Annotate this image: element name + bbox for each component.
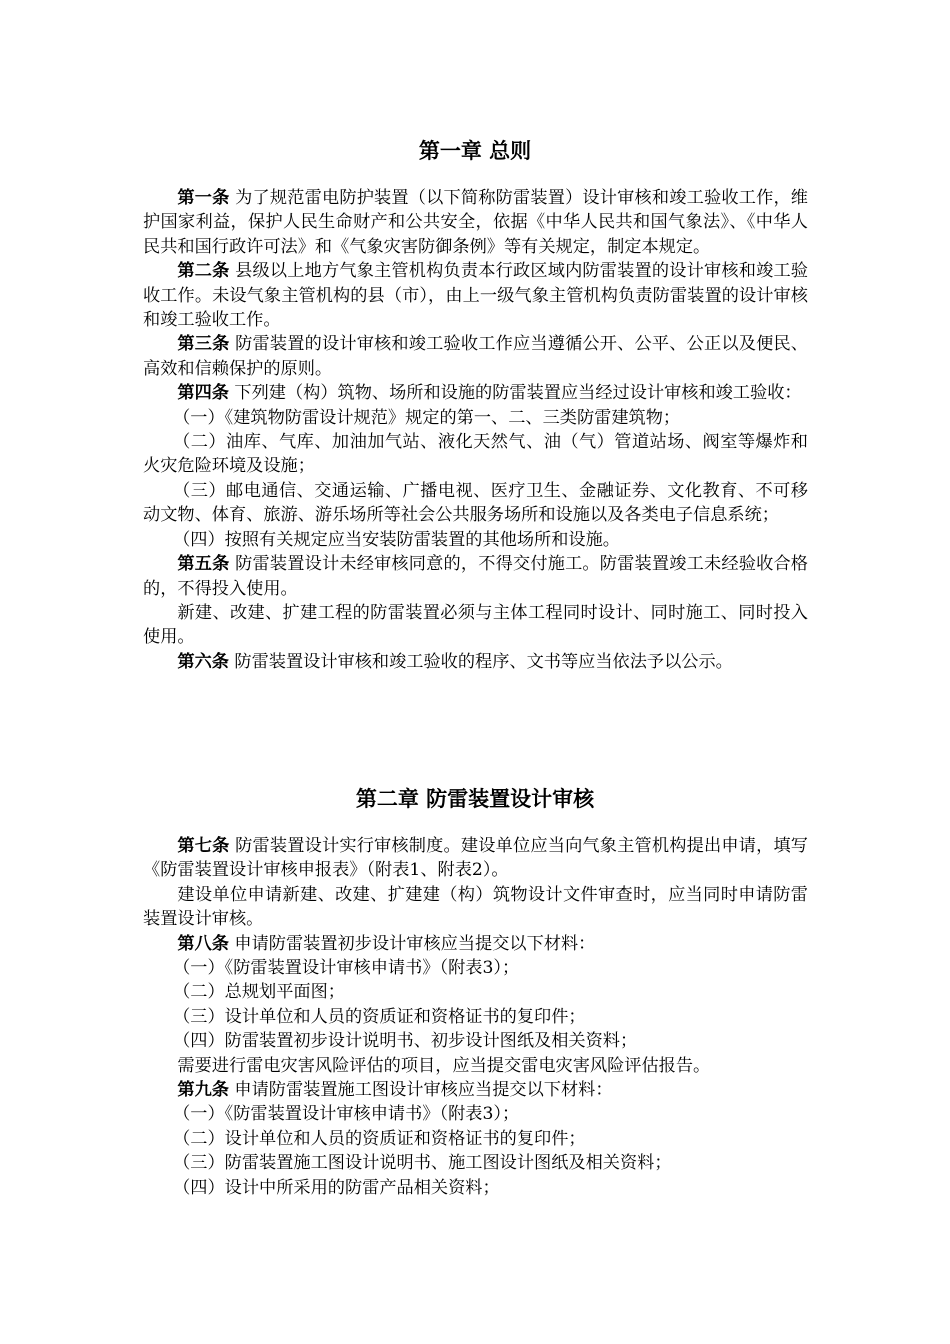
article-paragraph	[143, 259, 808, 332]
article-text: 申请防雷装置初步设计审核应当提交以下材料：	[228, 933, 596, 954]
list-item-text: （三）防雷装置施工图设计说明书、施工图设计图纸及相关资料；	[173, 1153, 672, 1174]
list-item-paragraph	[143, 1127, 808, 1151]
chapter-title: 第一章 总则	[418, 138, 532, 163]
article-number: 第二条	[177, 261, 230, 282]
article-number: 第三条	[177, 334, 230, 355]
body-paragraph	[143, 1054, 808, 1078]
list-item-text: （一）《防雷装置设计审核申请书》（附表3）；	[173, 958, 520, 979]
article-paragraph	[143, 650, 808, 674]
list-item-text: （四）设计中所采用的防雷产品相关资料；	[173, 1177, 500, 1198]
article-text: 防雷装置设计审核和竣工验收的程序、文书等应当依法予以公示。	[228, 651, 733, 672]
list-item-paragraph	[143, 1151, 808, 1175]
list-item-text: （三）邮电通信、交通运输、广播电视、医疗卫生、金融证券、文化教育、不可移动文物、体育、旅游、游乐场所等社会公共服务场所和设施以及各类电子信息系统；	[143, 480, 808, 526]
article-number: 第一条	[177, 188, 230, 208]
list-item-paragraph	[143, 1005, 808, 1029]
list-item-paragraph	[143, 430, 808, 479]
article-paragraph	[143, 1078, 808, 1102]
article-text: 为了规范雷电防护装置（以下简称防雷装置）设计审核和竣工验收工作，维护国家利益，保护人民生命财产和公共安全，依据《中华人民共和国气象法》、《中华人民共和国行政许可法》和《气象灾害防御条例》等有关规定，制定本规定。	[143, 188, 808, 257]
body-text: 建设单位申请新建、改建、扩建建（构）筑物设计文件审查时，应当同时申请防雷装置设计审核。	[143, 884, 808, 930]
article-paragraph	[143, 332, 808, 381]
list-item-text: （二）总规划平面图；	[173, 982, 345, 1003]
article-number: 第四条	[177, 383, 229, 404]
article-paragraph	[143, 834, 808, 883]
list-item-paragraph	[143, 406, 808, 430]
list-item-text: （一）《防雷装置设计审核申请书》（附表3）；	[173, 1104, 520, 1125]
list-item-paragraph	[143, 1029, 808, 1053]
body-text: 需要进行雷电灾害风险评估的项目，应当提交雷电灾害风险评估报告。	[177, 1055, 711, 1076]
article-number: 第五条	[177, 554, 230, 575]
body-paragraph	[143, 601, 808, 650]
article-paragraph	[143, 186, 808, 259]
list-item-paragraph	[143, 528, 808, 552]
article-paragraph	[143, 381, 808, 405]
chapter-title: 第二章 防雷装置设计审核	[355, 786, 595, 811]
article-text: 防雷装置的设计审核和竣工验收工作应当遵循公开、公平、公正以及便民、高效和信赖保护的原则。	[143, 334, 808, 379]
article-paragraph	[143, 552, 808, 601]
list-item-text: （三）设计单位和人员的资质证和资格证书的复印件；	[173, 1006, 586, 1027]
chapter-body	[143, 834, 808, 1200]
list-item-text: （二）设计单位和人员的资质证和资格证书的复印件；	[173, 1128, 586, 1149]
list-item-text: （一）《建筑物防雷设计规范》规定的第一、二、三类防雷建筑物；	[173, 407, 681, 428]
list-item-paragraph	[143, 956, 808, 980]
list-item-text: （二）油库、气库、加油加气站、液化天然气、油（气）管道站场、阀室等爆炸和火灾危险环境及设施；	[143, 432, 808, 477]
body-paragraph	[143, 883, 808, 932]
list-item-paragraph	[143, 980, 808, 1004]
chapter-body	[143, 186, 808, 674]
article-text: 县级以上地方气象主管机构负责本行政区域内防雷装置的设计审核和竣工验收工作。未设气象主管机构的县（市），由上一级气象主管机构负责防雷装置的设计审核和竣工验收工作。	[143, 261, 808, 331]
article-number: 第七条	[177, 836, 230, 856]
article-number: 第九条	[177, 1080, 229, 1101]
list-item-paragraph	[143, 479, 808, 528]
article-text: 防雷装置设计实行审核制度。建设单位应当向气象主管机构提出申请，填写《防雷装置设计审核申报表》（附表1、附表2）。	[143, 836, 808, 881]
article-text: 申请防雷装置施工图设计审核应当提交以下材料：	[228, 1080, 613, 1101]
article-number: 第六条	[177, 651, 229, 672]
list-item-paragraph	[143, 1102, 808, 1126]
article-text: 防雷装置设计未经审核同意的，不得交付施工。防雷装置竣工未经验收合格的，不得投入使用。	[143, 554, 808, 599]
article-number: 第八条	[177, 933, 229, 954]
list-item-paragraph	[143, 1176, 808, 1200]
list-item-text: （四）防雷装置初步设计说明书、初步设计图纸及相关资料；	[173, 1031, 638, 1052]
list-item-text: （四）按照有关规定应当安装防雷装置的其他场所和设施。	[173, 529, 620, 550]
article-paragraph	[143, 932, 808, 956]
body-text: 新建、改建、扩建工程的防雷装置必须与主体工程同时设计、同时施工、同时投入使用。	[143, 602, 808, 648]
article-text: 下列建（构）筑物、场所和设施的防雷装置应当经过设计审核和竣工验收：	[228, 383, 802, 404]
